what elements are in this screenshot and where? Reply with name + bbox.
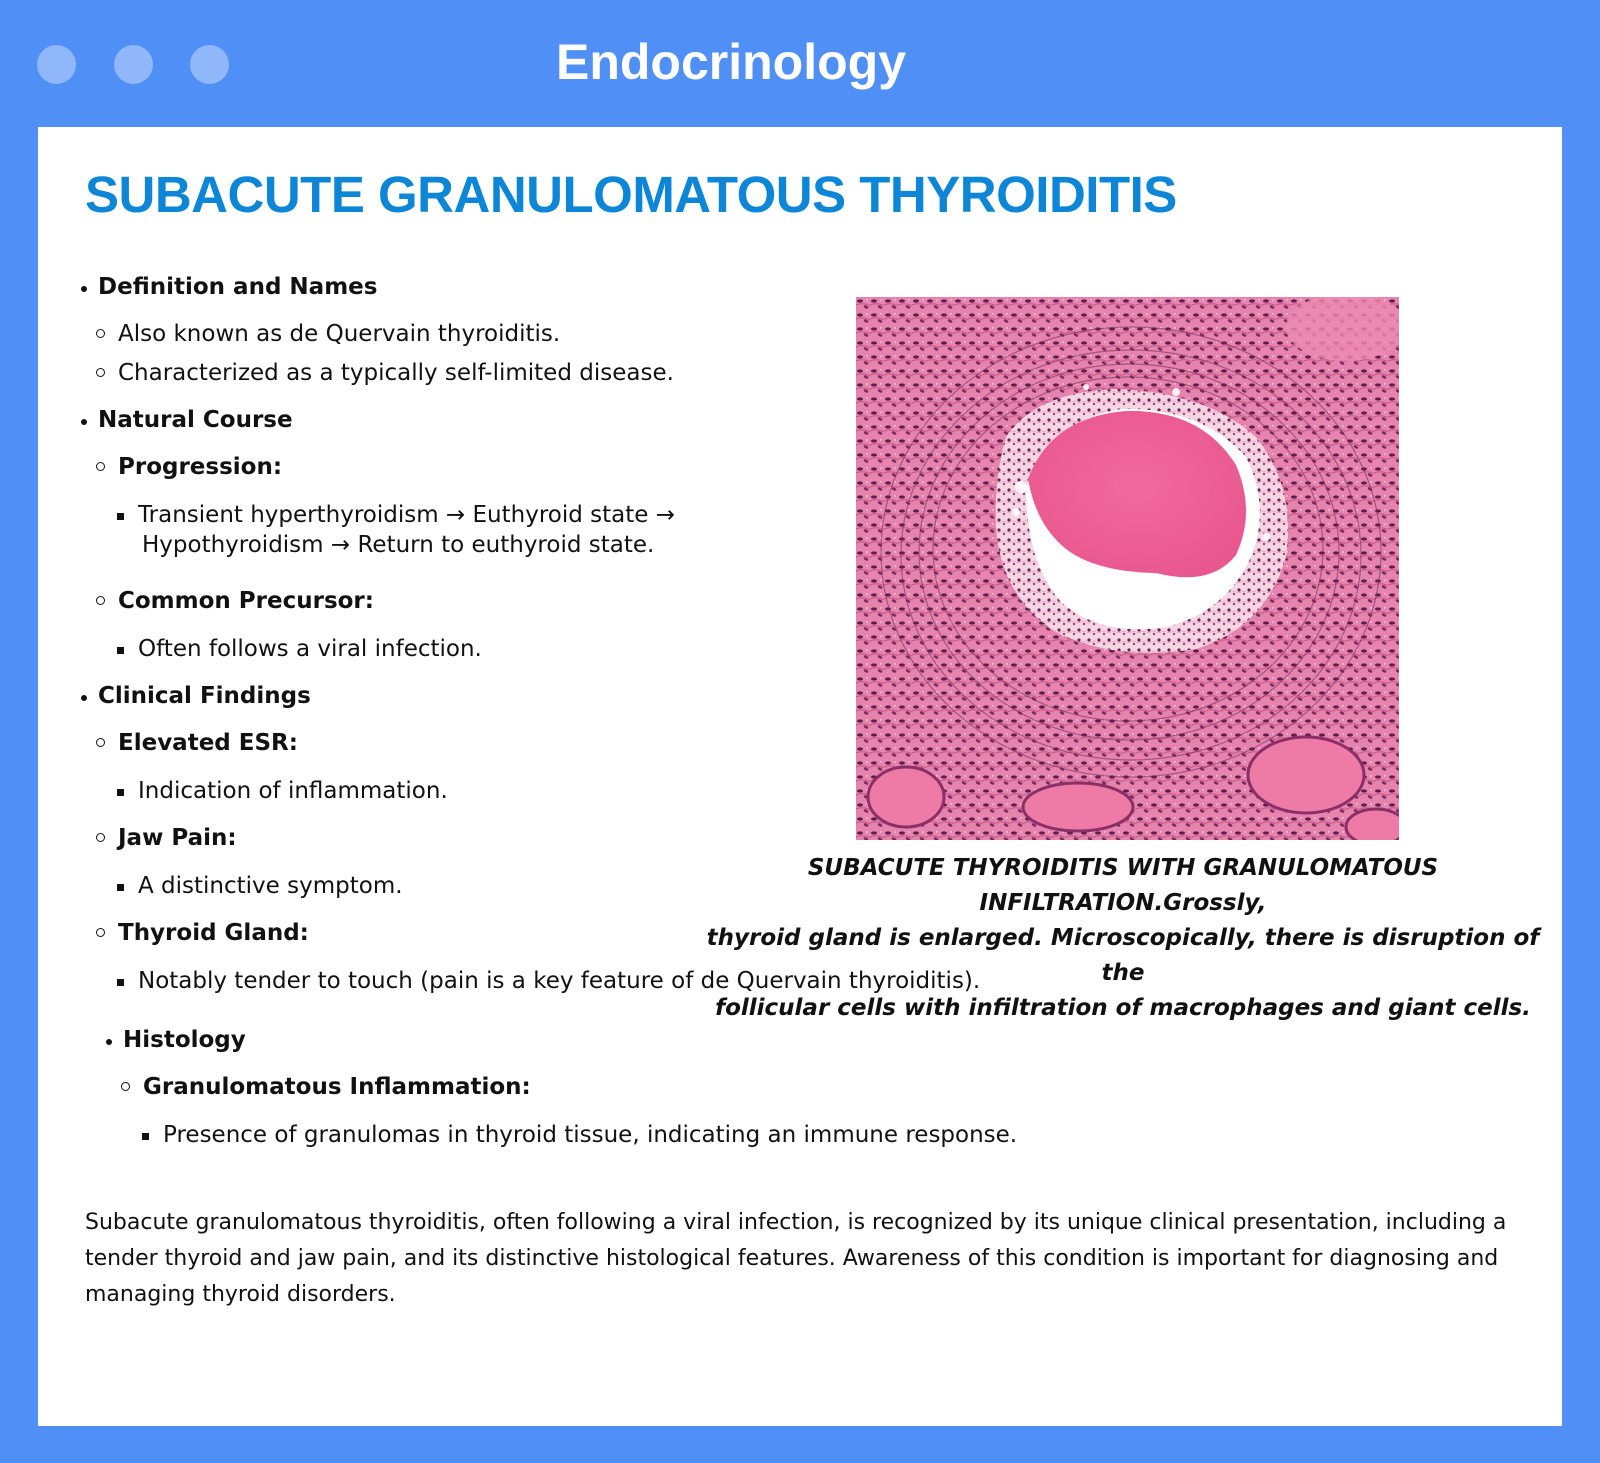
section-title: Histology [123,1027,246,1053]
bullet-icon [142,1133,149,1140]
figure-caption [688,851,1558,1026]
list-item [118,358,674,388]
bullet-icon [96,368,105,377]
subsection-label: Elevated ESR: [118,730,298,756]
caption-line: follicular cells with infiltration of macrophages and giant cells. [715,995,1531,1021]
app-title: Endocrinology [556,34,906,90]
histology-micrograph [856,297,1399,840]
section-heading-natural-course [98,405,293,435]
section-title: Natural Course [98,407,293,433]
list-item-text: Indication of inflammation. [138,778,448,804]
list-item-text: Hypothyroidism → Return to euthyroid state. [142,532,655,558]
subsection-label-progression [118,452,282,482]
bullet-icon [81,419,87,425]
bullet-icon [81,695,87,701]
subsection-label-elevated-esr [118,728,298,758]
subsection-label: Granulomatous Inflammation: [143,1074,531,1100]
summary-paragraph: Subacute granulomatous thyroiditis, often following a viral infection, is recognized by its unique clinical presentation, including a tender thyroid and jaw pain, and its distinctive histological features. Awareness of this condition is important for diagnosing and managing thyroid disorders. [85,1210,1507,1307]
bullet-icon [96,329,105,338]
list-item [138,500,675,530]
bullet-icon [81,286,87,292]
caption-line: thyroid gland is enlarged. Microscopically, there is disruption of the [706,925,1540,986]
section-heading-definition [98,272,377,302]
list-item [163,1120,1017,1150]
micrograph-drawing [856,297,1399,840]
list-item [138,776,448,806]
bullet-icon [121,1082,130,1091]
bullet-icon [117,647,124,654]
bullet-icon [96,738,105,747]
list-item-text: Also known as de Quervain thyroiditis. [118,321,561,347]
bullet-icon [106,1039,112,1045]
page-title: SUBACUTE GRANULOMATOUS THYROIDITIS [85,166,1177,223]
list-item-text: Characterized as a typically self-limited disease. [118,360,674,386]
list-item-text: Transient hyperthyroidism → Euthyroid state → [138,502,675,528]
section-heading-histology [123,1025,246,1055]
subsection-label-granulomatous-inflammation [143,1072,531,1102]
subsection-label-jaw-pain [118,823,237,853]
subsection-label: Progression: [118,454,283,480]
list-item [118,319,560,349]
list-item-continuation [142,530,654,560]
section-title: Definition and Names [98,274,378,300]
list-item [138,871,403,901]
bullet-icon [117,513,124,520]
subsection-label: Common Precursor: [118,588,374,614]
section-title: Clinical Findings [98,683,311,709]
title-bar [0,0,1600,127]
bullet-icon [96,928,105,937]
list-item-text: Notably tender to touch (pain is a key feature of de Quervain thyroiditis). [138,968,981,994]
bullet-icon [117,979,124,986]
bullet-icon [117,884,124,891]
content-panel [38,127,1562,1426]
bullet-icon [96,462,105,471]
subsection-label: Thyroid Gland: [118,920,309,946]
caption-line: SUBACUTE THYROIDITIS WITH GRANULOMATOUS INFILTRATION.Grossly, [807,855,1439,916]
subsection-label-thyroid-gland [118,918,309,948]
bullet-icon [117,789,124,796]
list-item-text: Presence of granulomas in thyroid tissue, indicating an immune response. [163,1122,1018,1148]
bullet-icon [96,833,105,842]
list-item [138,634,482,664]
list-item-text: A distinctive symptom. [138,873,403,899]
subsection-label: Jaw Pain: [118,825,237,851]
list-item-text: Often follows a viral infection. [138,636,482,662]
subsection-label-common-precursor [118,586,374,616]
bullet-icon [96,596,105,605]
section-heading-clinical-findings [98,681,311,711]
